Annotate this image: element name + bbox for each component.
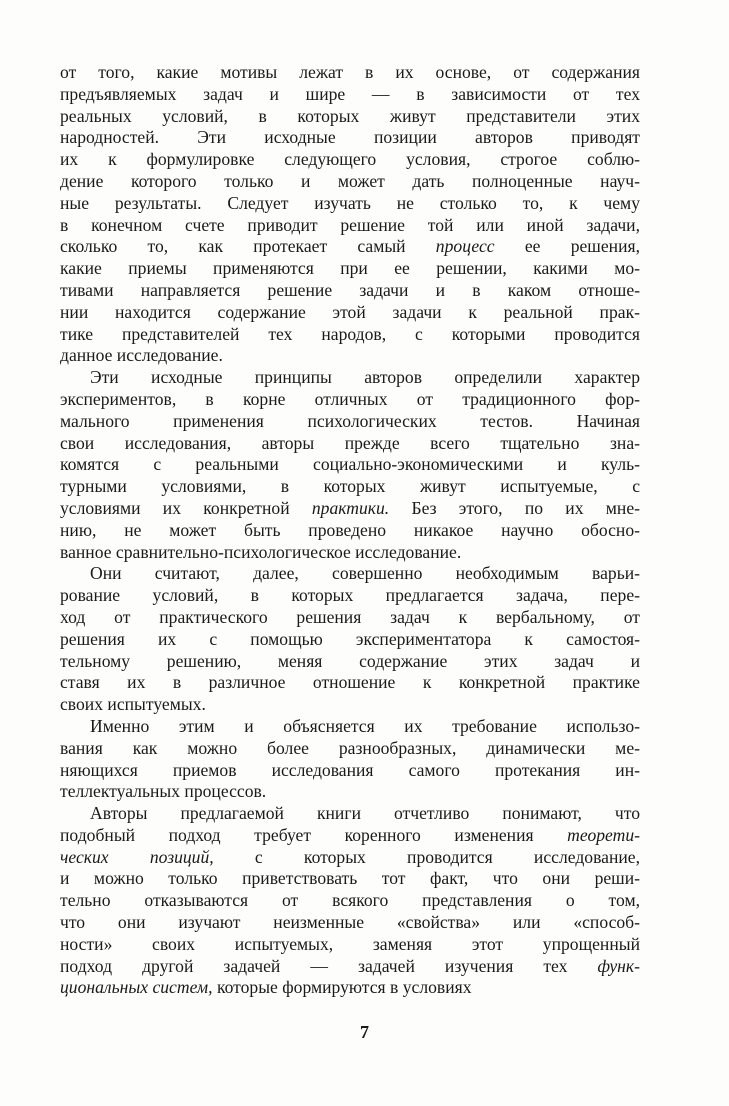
text-run: тике представителей тех народов, с которыми проводится [60, 323, 640, 344]
text-line [60, 127, 640, 149]
text-line [60, 716, 640, 738]
text-line [60, 847, 640, 869]
text-run: условиями их конкретной [60, 497, 312, 518]
paragraph [60, 367, 640, 563]
text-run: мального применения психологических тестов. Начиная [60, 410, 640, 431]
text-run: с которых проводится исследование, [213, 846, 640, 867]
paragraph [60, 62, 640, 367]
text-run: подход другой задачей — задачей изучения тех [60, 955, 598, 976]
text-line [60, 215, 640, 237]
text-line [60, 520, 640, 542]
text-run: няющихся приемов исследования самого протекания ин- [60, 759, 640, 780]
text-line [60, 411, 640, 433]
text-line [60, 585, 640, 607]
body-text [60, 62, 640, 999]
text-run: народностей. Эти исходные позиции авторов приводят [60, 127, 640, 148]
text-run: свои исследования, авторы прежде всего тщательно зна- [60, 432, 640, 453]
text-run: данное исследование. [60, 345, 223, 366]
text-line [60, 607, 640, 629]
text-line [60, 890, 640, 912]
text-line [60, 760, 640, 782]
text-run: тельному решению, меняя содержание этих задач и [60, 650, 640, 671]
text-run: Именно этим и объясняется их требование использо- [90, 715, 640, 736]
text-run: их к формулировке следующего условия, строгое соблю- [60, 149, 640, 170]
text-run: экспериментов, в корне отличных от традиционного фор- [60, 388, 640, 409]
paragraph [60, 803, 640, 999]
text-run: нии находится содержание этой задачи к реальной прак- [60, 301, 640, 322]
text-run: Они считают, далее, совершенно необходимым варьи- [90, 563, 640, 584]
text-run: подобный подход требует коренного изменения [60, 824, 568, 845]
text-line [60, 542, 640, 564]
text-run: ные результаты. Следует изучать не столько то, к чему [60, 192, 640, 213]
text-line [60, 345, 640, 367]
text-run: в конечном счете приводит решение той или иной задачи, [60, 214, 640, 235]
text-line [60, 106, 640, 128]
text-line [60, 563, 640, 585]
text-run: ход от практического решения задач к вербальному, от [60, 606, 640, 627]
italic-phrase: циональных систем, [60, 977, 213, 998]
text-line [60, 803, 640, 825]
text-run: тельно отказываются от всякого представления о том, [60, 890, 640, 911]
italic-phrase: функ- [597, 955, 640, 976]
page-number: 7 [360, 1022, 369, 1042]
text-line [60, 934, 640, 956]
text-run: Эти исходные принципы авторов определили характер [90, 367, 640, 388]
text-line [60, 236, 640, 258]
text-line [60, 629, 640, 651]
text-line [60, 912, 640, 934]
text-line [60, 454, 640, 476]
text-run: комятся с реальными социально-экономическими и куль- [60, 454, 640, 475]
text-run: реальных условий, в которых живут представители этих [60, 105, 640, 126]
text-line [60, 367, 640, 389]
text-run: своих испытуемых. [60, 694, 206, 715]
text-line [60, 956, 640, 978]
text-run: тивами направляется решение задачи и в каком отноше- [60, 279, 640, 300]
text-run: теллектуальных процессов. [60, 781, 267, 802]
text-run: от того, какие мотивы лежат в их основе, от содержания [60, 62, 640, 82]
text-line [60, 302, 640, 324]
text-line [60, 738, 640, 760]
text-run: Авторы предлагаемой книги отчетливо понимают, что [90, 803, 640, 824]
text-line [60, 868, 640, 890]
text-run: сколько то, как протекает самый [60, 236, 436, 257]
text-run: нию, не может быть проведено никакое научно обосно- [60, 519, 640, 540]
text-run: ставя их в различное отношение к конкретной практике [60, 672, 640, 693]
text-run: и можно только приветствовать тот факт, что они реши- [60, 868, 640, 889]
text-run: турными условиями, в которых живут испытуемые, с [60, 476, 640, 497]
text-run: дение которого только и может дать полноценные науч- [60, 170, 640, 191]
text-line [60, 193, 640, 215]
text-run: ности» своих испытуемых, заменяя этот упрощенный [60, 933, 640, 954]
text-line [60, 433, 640, 455]
text-line [60, 389, 640, 411]
text-run: какие приемы применяются при ее решении, какими мо- [60, 258, 640, 279]
italic-phrase: теорети- [567, 824, 640, 845]
italic-phrase: процесс [435, 236, 495, 257]
text-line [60, 476, 640, 498]
text-line [60, 498, 640, 520]
text-run: ванное сравнительно-психологическое исследование. [60, 541, 462, 562]
text-line [60, 258, 640, 280]
text-line [60, 977, 640, 999]
text-line [60, 781, 640, 803]
paragraph [60, 563, 640, 716]
text-line [60, 324, 640, 346]
text-line [60, 280, 640, 302]
text-run: вания как можно более разнообразных, динамически ме- [60, 737, 640, 758]
italic-phrase: ческих позиций, [60, 846, 214, 867]
italic-phrase: практики. [311, 497, 390, 518]
text-line [60, 171, 640, 193]
text-line [60, 651, 640, 673]
text-line [60, 672, 640, 694]
text-run: что они изучают неизменные «свойства» или «способ- [60, 912, 640, 933]
text-run: которые формируются в условиях [212, 977, 472, 998]
text-run: рование условий, в которых предлагается задача, пере- [60, 585, 640, 606]
text-line [60, 62, 640, 84]
text-line [60, 149, 640, 171]
text-line [60, 825, 640, 847]
text-run: предъявляемых задач и шире — в зависимости от тех [60, 83, 640, 104]
text-run: решения их с помощью экспериментатора к самостоя- [60, 628, 640, 649]
text-line [60, 694, 640, 716]
text-run: Без этого, по их мне- [389, 497, 640, 518]
text-line [60, 84, 640, 106]
paragraph [60, 716, 640, 803]
text-run: ее решения, [494, 236, 640, 257]
